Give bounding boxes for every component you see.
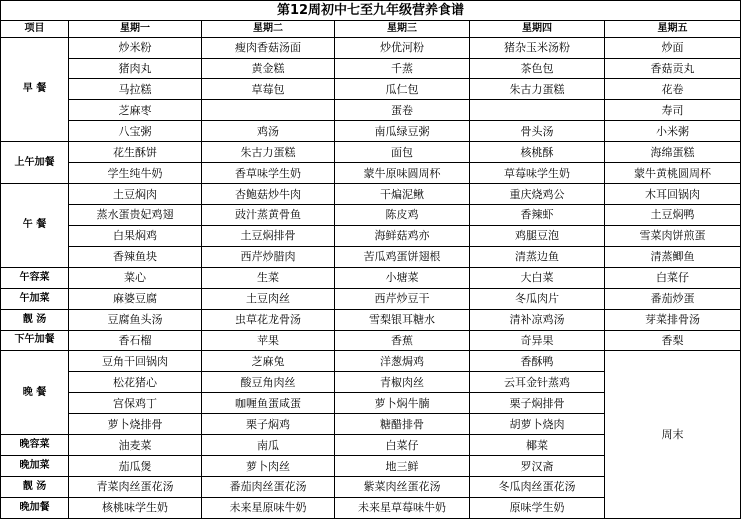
meal-label: 晚 餐 — [1, 351, 69, 435]
dish-cell: 椰菜 — [470, 435, 605, 456]
menu-row — [1, 204, 741, 225]
meal-label: 午加菜 — [1, 288, 69, 309]
dish-cell: 松花猪心 — [69, 372, 202, 393]
dish-cell: 花卷 — [605, 79, 741, 100]
dish-cell: 清补凉鸡汤 — [470, 309, 605, 330]
dish-cell: 朱古力蛋糕 — [470, 79, 605, 100]
meal-label: 午 餐 — [1, 184, 69, 268]
dish-cell: 八宝粥 — [69, 121, 202, 142]
dish-cell: 香草味学生奶 — [202, 163, 335, 184]
dish-cell: 草莓包 — [202, 79, 335, 100]
dish-cell: 朱古力蛋糕 — [202, 142, 335, 163]
dish-cell: 猪杂玉米汤粉 — [470, 37, 605, 58]
menu-row — [1, 225, 741, 246]
dish-cell: 土豆焖肉 — [69, 184, 202, 205]
dish-cell: 地三鲜 — [335, 456, 470, 477]
menu-row — [1, 288, 741, 309]
header-cell-thursday: 星期四 — [470, 20, 605, 37]
dish-cell: 芽菜排骨汤 — [605, 309, 741, 330]
menu-row — [1, 121, 741, 142]
header-row — [1, 20, 741, 37]
menu-row — [1, 309, 741, 330]
dish-cell — [202, 100, 335, 121]
dish-cell: 炒米粉 — [69, 37, 202, 58]
friday-evening-cell: 周末 — [605, 351, 741, 519]
dish-cell: 干煸泥鳅 — [335, 184, 470, 205]
menu-row — [1, 37, 741, 58]
dish-cell: 核桃味学生奶 — [69, 497, 202, 518]
menu-row — [1, 246, 741, 267]
dish-cell: 奇异果 — [470, 330, 605, 351]
dish-cell: 菜心 — [69, 267, 202, 288]
dish-cell: 土豆焖排骨 — [202, 225, 335, 246]
dish-cell: 番茄肉丝蛋花汤 — [202, 476, 335, 497]
meal-label: 晚加餐 — [1, 497, 69, 518]
dish-cell: 香梨 — [605, 330, 741, 351]
dish-cell: 炒优河粉 — [335, 37, 470, 58]
dish-cell: 土豆焖鸭 — [605, 204, 741, 225]
dish-cell: 青椒肉丝 — [335, 372, 470, 393]
dish-cell: 香菇贡丸 — [605, 58, 741, 79]
menu-row — [1, 330, 741, 351]
dish-cell: 酸豆角肉丝 — [202, 372, 335, 393]
header-cell-wednesday: 星期三 — [335, 20, 470, 37]
dish-cell: 学生纯牛奶 — [69, 163, 202, 184]
dish-cell: 香辣鱼块 — [69, 246, 202, 267]
dish-cell: 小塘菜 — [335, 267, 470, 288]
dish-cell: 萝卜焖牛腩 — [335, 393, 470, 414]
dish-cell: 香酥鸭 — [470, 351, 605, 372]
dish-cell: 油麦菜 — [69, 435, 202, 456]
dish-cell: 蒸水蛋贵妃鸡翅 — [69, 204, 202, 225]
dish-cell: 冬瓜肉片 — [470, 288, 605, 309]
page-title: 第12周初中七至九年级营养食谱 — [1, 1, 741, 21]
dish-cell: 清蒸边鱼 — [470, 246, 605, 267]
menu-row — [1, 79, 741, 100]
meal-label: 下午加餐 — [1, 330, 69, 351]
dish-cell: 重庆烧鸡公 — [470, 184, 605, 205]
meal-label: 上午加餐 — [1, 142, 69, 184]
menu-row — [1, 58, 741, 79]
dish-cell: 瘦肉香菇汤面 — [202, 37, 335, 58]
dish-cell: 冬瓜肉丝蛋花汤 — [470, 476, 605, 497]
dish-cell: 豆角干回锅肉 — [69, 351, 202, 372]
dish-cell: 面包 — [335, 142, 470, 163]
dish-cell: 茄瓜煲 — [69, 456, 202, 477]
dish-cell: 猪肉丸 — [69, 58, 202, 79]
dish-cell: 草莓味学生奶 — [470, 163, 605, 184]
dish-cell: 生菜 — [202, 267, 335, 288]
dish-cell: 瓜仁包 — [335, 79, 470, 100]
dish-cell: 罗汉斋 — [470, 456, 605, 477]
dish-cell: 紫菜肉丝蛋花汤 — [335, 476, 470, 497]
dish-cell: 南瓜绿豆粥 — [335, 121, 470, 142]
dish-cell: 原味学生奶 — [470, 497, 605, 518]
dish-cell: 香蕉 — [335, 330, 470, 351]
dish-cell: 大白菜 — [470, 267, 605, 288]
dish-cell: 寿司 — [605, 100, 741, 121]
menu-row — [1, 351, 741, 372]
dish-cell: 虫草花龙骨汤 — [202, 309, 335, 330]
dish-cell: 芝麻兔 — [202, 351, 335, 372]
dish-cell: 海鲜菇鸡亦 — [335, 225, 470, 246]
header-cell-tuesday: 星期二 — [202, 20, 335, 37]
dish-cell: 未来星草莓味牛奶 — [335, 497, 470, 518]
dish-cell: 苹果 — [202, 330, 335, 351]
dish-cell: 花生酥饼 — [69, 142, 202, 163]
dish-cell: 蒙牛原味圆周杯 — [335, 163, 470, 184]
dish-cell: 鸡腿豆泡 — [470, 225, 605, 246]
dish-cell: 白菜仔 — [335, 435, 470, 456]
dish-cell: 香辣虾 — [470, 204, 605, 225]
dish-cell: 雪梨银耳糖水 — [335, 309, 470, 330]
meal-label: 午容菜 — [1, 267, 69, 288]
dish-cell: 茶色包 — [470, 58, 605, 79]
dish-cell: 豆腐鱼头汤 — [69, 309, 202, 330]
dish-cell: 麻婆豆腐 — [69, 288, 202, 309]
dish-cell: 西芹炒腊肉 — [202, 246, 335, 267]
meal-label: 晚容菜 — [1, 435, 69, 456]
dish-cell: 雪菜肉饼煎蛋 — [605, 225, 741, 246]
dish-cell: 千蒸 — [335, 58, 470, 79]
dish-cell: 清蒸鲫鱼 — [605, 246, 741, 267]
menu-row — [1, 142, 741, 163]
menu-row — [1, 267, 741, 288]
dish-cell: 豉汁蒸黄骨鱼 — [202, 204, 335, 225]
dish-cell: 宫保鸡丁 — [69, 393, 202, 414]
dish-cell: 陈皮鸡 — [335, 204, 470, 225]
dish-cell: 未来星原味牛奶 — [202, 497, 335, 518]
dish-cell: 黄金糕 — [202, 58, 335, 79]
dish-cell: 蒙牛黄桃圆周杯 — [605, 163, 741, 184]
dish-cell: 马拉糕 — [69, 79, 202, 100]
header-cell-monday: 星期一 — [69, 20, 202, 37]
dish-cell: 海绵蛋糕 — [605, 142, 741, 163]
dish-cell: 土豆肉丝 — [202, 288, 335, 309]
meal-label: 早 餐 — [1, 37, 69, 142]
dish-cell: 杏鲍菇炒牛肉 — [202, 184, 335, 205]
meal-label: 靓 汤 — [1, 476, 69, 497]
dish-cell: 青菜肉丝蛋花汤 — [69, 476, 202, 497]
dish-cell: 萝卜烧排骨 — [69, 414, 202, 435]
dish-cell: 栗子焖排骨 — [470, 393, 605, 414]
dish-cell: 芝麻枣 — [69, 100, 202, 121]
dish-cell: 栗子焖鸡 — [202, 414, 335, 435]
dish-cell: 白果焖鸡 — [69, 225, 202, 246]
dish-cell: 胡萝卜烧肉 — [470, 414, 605, 435]
dish-cell: 炒面 — [605, 37, 741, 58]
dish-cell: 白菜仔 — [605, 267, 741, 288]
dish-cell: 蛋卷 — [335, 100, 470, 121]
menu-row — [1, 184, 741, 205]
header-cell-friday: 星期五 — [605, 20, 741, 37]
dish-cell: 鸡汤 — [202, 121, 335, 142]
dish-cell: 核桃酥 — [470, 142, 605, 163]
dish-cell: 咖喱鱼蛋咸蛋 — [202, 393, 335, 414]
dish-cell: 洋葱焗鸡 — [335, 351, 470, 372]
dish-cell: 苦瓜鸡蛋饼翅根 — [335, 246, 470, 267]
menu-row — [1, 163, 741, 184]
dish-cell: 骨头汤 — [470, 121, 605, 142]
meal-label: 靓 汤 — [1, 309, 69, 330]
dish-cell: 糖醋排骨 — [335, 414, 470, 435]
dish-cell: 小米粥 — [605, 121, 741, 142]
dish-cell: 木耳回锅肉 — [605, 184, 741, 205]
dish-cell: 云耳金针蒸鸡 — [470, 372, 605, 393]
dish-cell: 西芹炒豆干 — [335, 288, 470, 309]
dish-cell: 番茄炒蛋 — [605, 288, 741, 309]
header-cell-item: 项目 — [1, 20, 69, 37]
dish-cell — [470, 100, 605, 121]
dish-cell: 萝卜肉丝 — [202, 456, 335, 477]
meal-label: 晚加菜 — [1, 456, 69, 477]
dish-cell: 香石榴 — [69, 330, 202, 351]
dish-cell: 南瓜 — [202, 435, 335, 456]
menu-row — [1, 100, 741, 121]
